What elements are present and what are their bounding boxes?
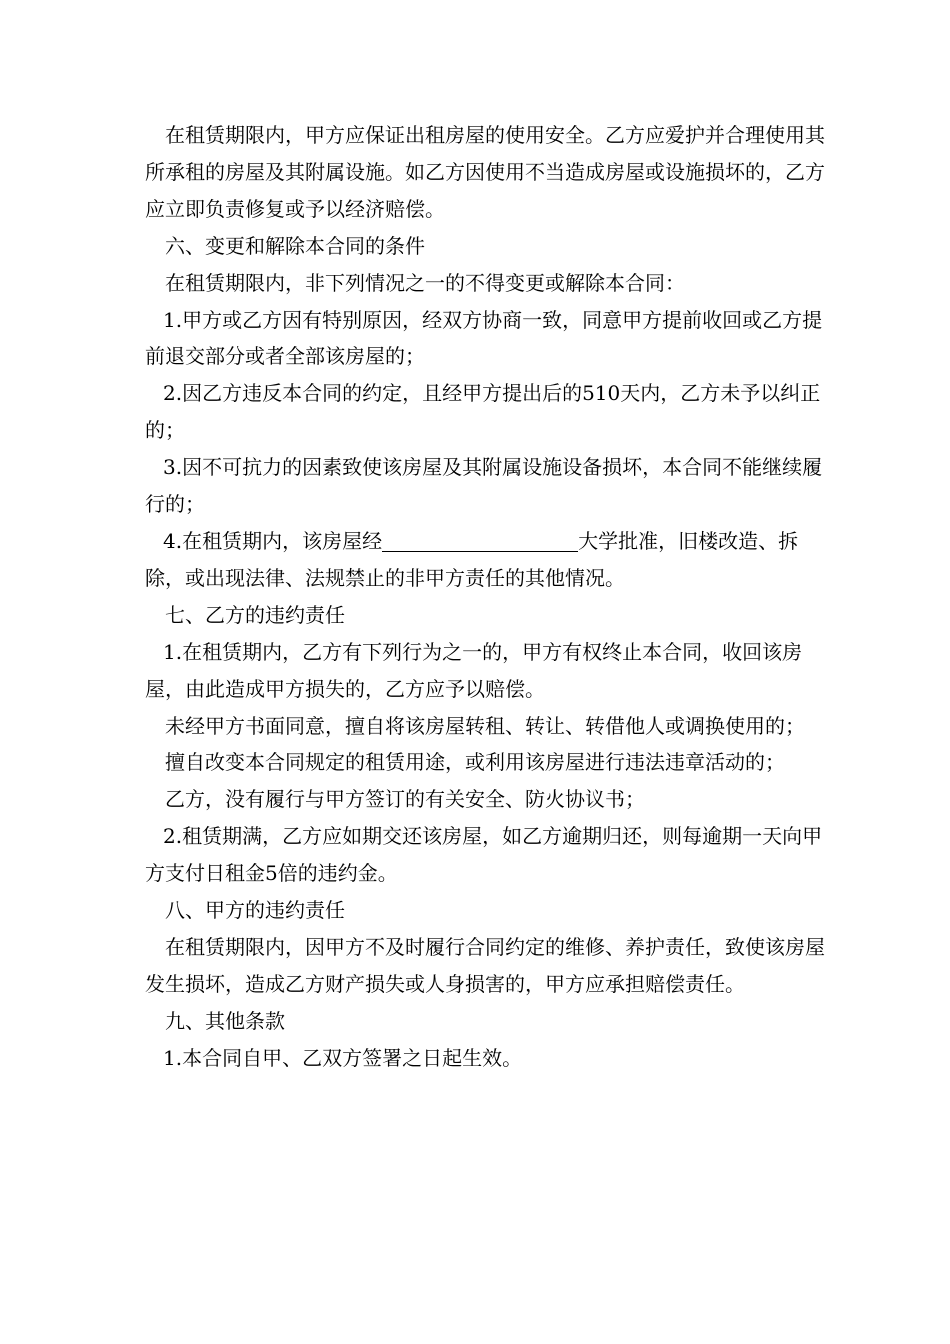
clause-9-1: 1.本合同自甲、乙双方签署之日起生效。 <box>163 1045 523 1070</box>
clause-6-4 <box>145 523 825 597</box>
clause-7-1-item-c: 乙方，没有履行与甲方签订的有关安全、防火协议书； <box>165 787 645 812</box>
paragraph-party-a-liability: 在租赁期限内，因甲方不及时履行合同约定的维修、养护责任，致使该房屋发生损坏，造成乙方财产损失或人身损害的，甲方应承担赔偿责任。 <box>145 934 825 996</box>
clause-7-1-item-a: 未经甲方书面同意，擅自将该房屋转租、转让、转借他人或调换使用的； <box>165 713 805 738</box>
clause-6-3: 3.因不可抗力的因素致使该房屋及其附属设施设备损坏，本合同不能继续履行的； <box>145 455 823 517</box>
clause-7-1-item-b: 擅自改变本合同规定的租赁用途，或利用该房屋进行违法违章活动的； <box>165 750 785 775</box>
clause-7-1: 1.在租赁期内，乙方有下列行为之一的，甲方有权终止本合同，收回该房屋，由此造成甲方损失的，乙方应予以赔偿。 <box>145 639 803 701</box>
paragraph-change-conditions: 在租赁期限内，非下列情况之一的不得变更或解除本合同： <box>165 270 685 295</box>
section-heading-6: 六、变更和解除本合同的条件 <box>165 233 425 258</box>
clause-6-4-part2: 大学批准，旧楼改造、拆除，或出现法律、法规禁止的非甲方责任的其他情况。 <box>145 528 799 590</box>
section-heading-9: 九、其他条款 <box>165 1008 285 1033</box>
clause-6-1: 1.甲方或乙方因有特别原因，经双方协商一致，同意甲方提前收回或乙方提前退交部分或者全部该房屋的； <box>145 307 823 369</box>
fill-in-blank-line <box>382 531 578 552</box>
section-heading-8: 八、甲方的违约责任 <box>165 898 345 923</box>
document-page <box>145 117 825 1077</box>
section-heading-7: 七、乙方的违约责任 <box>165 602 345 627</box>
clause-7-2: 2.租赁期满，乙方应如期交还该房屋，如乙方逾期归还，则每逾期一天向甲方支付日租金5倍的违约金。 <box>145 824 823 886</box>
clause-6-2: 2.因乙方违反本合同的约定，且经甲方提出后的510天内，乙方未予以纠正的； <box>145 381 821 443</box>
clause-6-4-part1: 4.在租赁期内，该房屋经 <box>163 528 383 553</box>
paragraph-usage-safety: 在租赁期限内，甲方应保证出租房屋的使用安全。乙方应爱护并合理使用其所承租的房屋及其附属设施。如乙方因使用不当造成房屋或设施损坏的，乙方应立即负责修复或予以经济赔偿。 <box>145 123 825 221</box>
